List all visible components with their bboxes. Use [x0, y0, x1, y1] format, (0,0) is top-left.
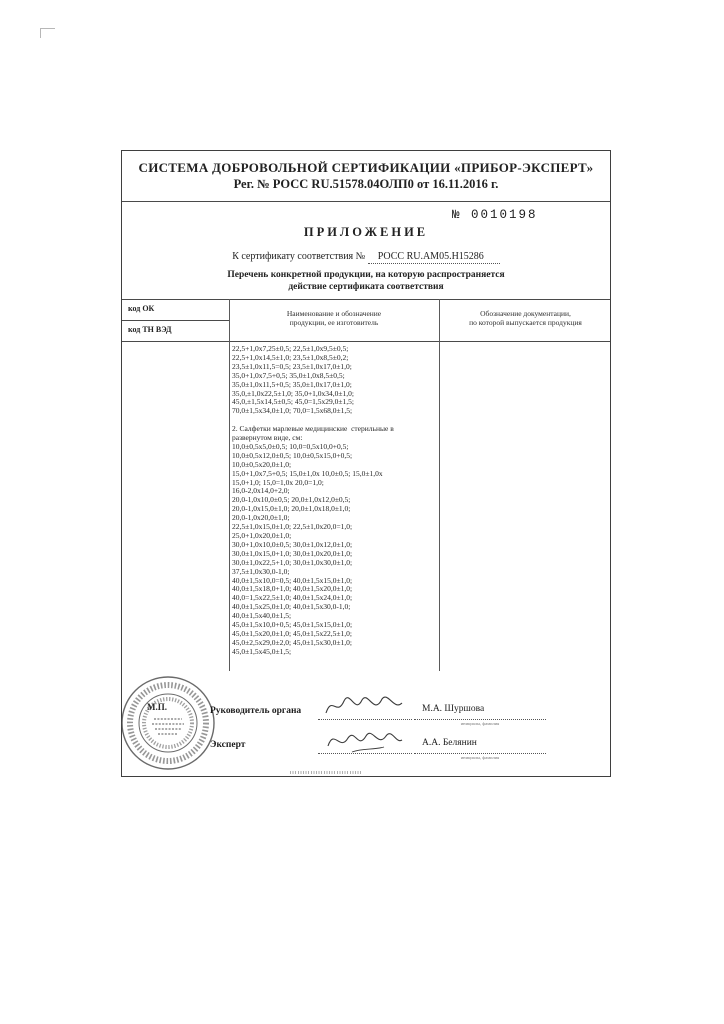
column-header-code-ok: код ОК	[128, 304, 155, 313]
product-size-line: 40,0=1,5х22,5±1,0; 40,0±1,5х24,0±1,0;	[232, 593, 353, 603]
product-size-line: 70,0±1,5х34,0±1,0; 70,0=1,5х68,0±1,5;	[232, 406, 353, 416]
certificate-sheet	[121, 150, 611, 777]
product-size-line: 30,0+1,0х10,0±0,5; 30,0±1,0х12,0±1,0;	[232, 539, 353, 549]
column-header-product	[229, 309, 439, 327]
product-size-line: 2. Салфетки марлевые медицинские стерильные в	[232, 424, 394, 434]
column-header-docs-line1: Обозначение документации,	[480, 309, 571, 318]
head-signature-line	[318, 719, 412, 720]
expert-name-caption: инициалы, фамилия	[460, 755, 500, 760]
product-size-line: 40,0±1,5х40,0±1,5;	[232, 611, 292, 621]
table-top-rule	[122, 299, 610, 300]
product-size-line: 45,0±1,5х20,0±1,0; 45,0±1,5х22,5±1,0;	[232, 628, 353, 638]
head-name-caption: инициалы, фамилия	[460, 721, 500, 726]
certificate-reference-line	[122, 251, 610, 262]
fine-print-smudge	[290, 771, 362, 774]
product-size-line: 40,0±1,5х25,0±1,0; 40,0±1,5х30,0-1,0;	[232, 602, 351, 612]
column-header-docs	[439, 309, 612, 327]
product-size-line: 35,0,±1,0х22,5±1,0; 35,0+1,0х34,0±1,0;	[232, 388, 354, 398]
column-header-product-line1: Наименование и обозначение	[286, 309, 382, 318]
expert-label: Эксперт	[210, 740, 246, 750]
certificate-reference-prefix: К сертификату соответствия №	[232, 251, 366, 262]
table-vertical-rule-1	[229, 299, 230, 671]
product-size-line: 35,0±1,0х11,5+0,5; 35,0±1,0х17,0±1,0;	[232, 379, 352, 389]
product-size-line: 37,5±1,0х30,0-1,0;	[232, 566, 290, 576]
appendix-title: ПРИЛОЖЕНИЕ	[303, 225, 429, 239]
stamp-place-mark: М.П.	[147, 702, 167, 712]
subtitle-line1: Перечень конкретной продукции, на которую распространяется	[227, 270, 505, 280]
head-signature-autograph	[322, 691, 406, 719]
product-size-line: 20,0-1,0х20,0±1,0;	[232, 513, 290, 523]
product-size-line: 25,0+1,0х20,0±1,0;	[232, 531, 292, 541]
product-size-line: 22,5+1,0х7,25±0,5; 22,5±1,0х9,5±0,5;	[232, 344, 349, 353]
product-size-line: 20,0-1,0х15,0±1,0; 20,0±1,0х18,0±1,0;	[232, 504, 351, 514]
product-size-line: 20,0-1,0х10,0±0,5; 20,0±1,0х12,0±0,5;	[232, 495, 351, 505]
product-size-line: 10,0±0,5х5,0±0,5; 10,0=0,5х10,0+0,5;	[232, 441, 349, 451]
form-number: № 0010198	[452, 208, 538, 222]
product-size-line: 30,0±1,0х22,5+1,0; 30,0±1,0х30,0±1,0;	[232, 557, 353, 567]
product-size-line: 22,5±1,0х15,0±1,0; 22,5±1,0х20,0=1,0;	[232, 522, 353, 532]
product-size-line: 40,0±1,5х18,0+1,0; 40,0±1,5х20,0±1,0;	[232, 584, 353, 594]
product-size-line: 16,0-2,0х14,0+2,0;	[232, 486, 290, 496]
table-header-bottom-rule	[122, 341, 610, 342]
certification-system-title: СИСТЕМА ДОБРОВОЛЬНОЙ СЕРТИФИКАЦИИ «ПРИБОР-ЭКСПЕРТ»	[138, 160, 594, 175]
head-of-body-label: Руководитель органа	[210, 706, 302, 716]
product-size-line: 15,0+1,0; 15,0=1,0х 20,0=1,0;	[232, 477, 324, 487]
product-size-line: 45,0,±1,5х14,5±0,5; 45,0=1,5х29,0±1,5;	[232, 397, 354, 407]
expert-name-line	[414, 753, 546, 754]
code-cell-divider	[122, 320, 229, 321]
certificate-number: РОСС RU.АМ05.Н15286	[368, 251, 500, 264]
product-size-line: 40,0±1,5х10,0=0,5; 40,0±1,5х15,0±1,0;	[232, 575, 353, 585]
product-size-line: 10,0±0,5х12,0±0,5; 10,0±0,5х15,0+0,5;	[232, 450, 353, 460]
product-size-line: 15,0+1,0х7,5+0,5; 15,0±1,0х 10,0±0,5; 15,0±1,0х	[232, 468, 383, 478]
registration-line: Рег. № РОСС RU.51578.04ОЛП0 от 16.11.2016 г.	[233, 177, 499, 191]
product-size-line: 30,0±1,0х15,0+1,0; 30,0±1,0х20,0±1,0;	[232, 548, 353, 558]
expert-name: А.А. Белянин	[422, 738, 477, 748]
product-size-line: 45,0±1,5х45,0±1,5;	[232, 646, 292, 656]
column-header-docs-line2: по которой выпускается продукция	[469, 318, 582, 327]
product-size-line: 22,5+1,0х14,5±1,0; 23,5±1,0х8,5±0,2;	[232, 352, 349, 362]
head-name: М.А. Шуршова	[422, 704, 485, 714]
product-size-line: 10,0±0,5х20,0±1,0;	[232, 459, 292, 469]
product-size-list	[232, 345, 447, 657]
head-name-line	[414, 719, 546, 720]
product-size-line: 45,0±2,5х29,0±2,0; 45,0±1,5х30,0±1,0;	[232, 637, 353, 647]
header-divider	[122, 201, 610, 202]
product-size-line: развернутом виде, см:	[232, 433, 303, 443]
scan-artifact	[40, 28, 55, 38]
column-header-product-line2: продукции, ее изготовитель	[289, 318, 379, 327]
round-stamp-seal	[118, 673, 218, 773]
column-header-code-tnved: код ТН ВЭД	[128, 325, 172, 334]
product-size-line: 23,5±1,0х11,5=0,5; 23,5±1,0х17,0±1,0;	[232, 361, 352, 371]
expert-signature-line	[318, 753, 412, 754]
product-size-line: 45,0±1,5х10,0+0,5; 45,0±1,5х15,0±1,0;	[232, 620, 353, 630]
subtitle-line2: действие сертификата соответствия	[288, 282, 444, 292]
expert-signature-autograph	[322, 726, 406, 754]
product-size-line: 35,0+1,0х7,5+0,5; 35,0±1,0х8,5±0,5;	[232, 370, 345, 380]
